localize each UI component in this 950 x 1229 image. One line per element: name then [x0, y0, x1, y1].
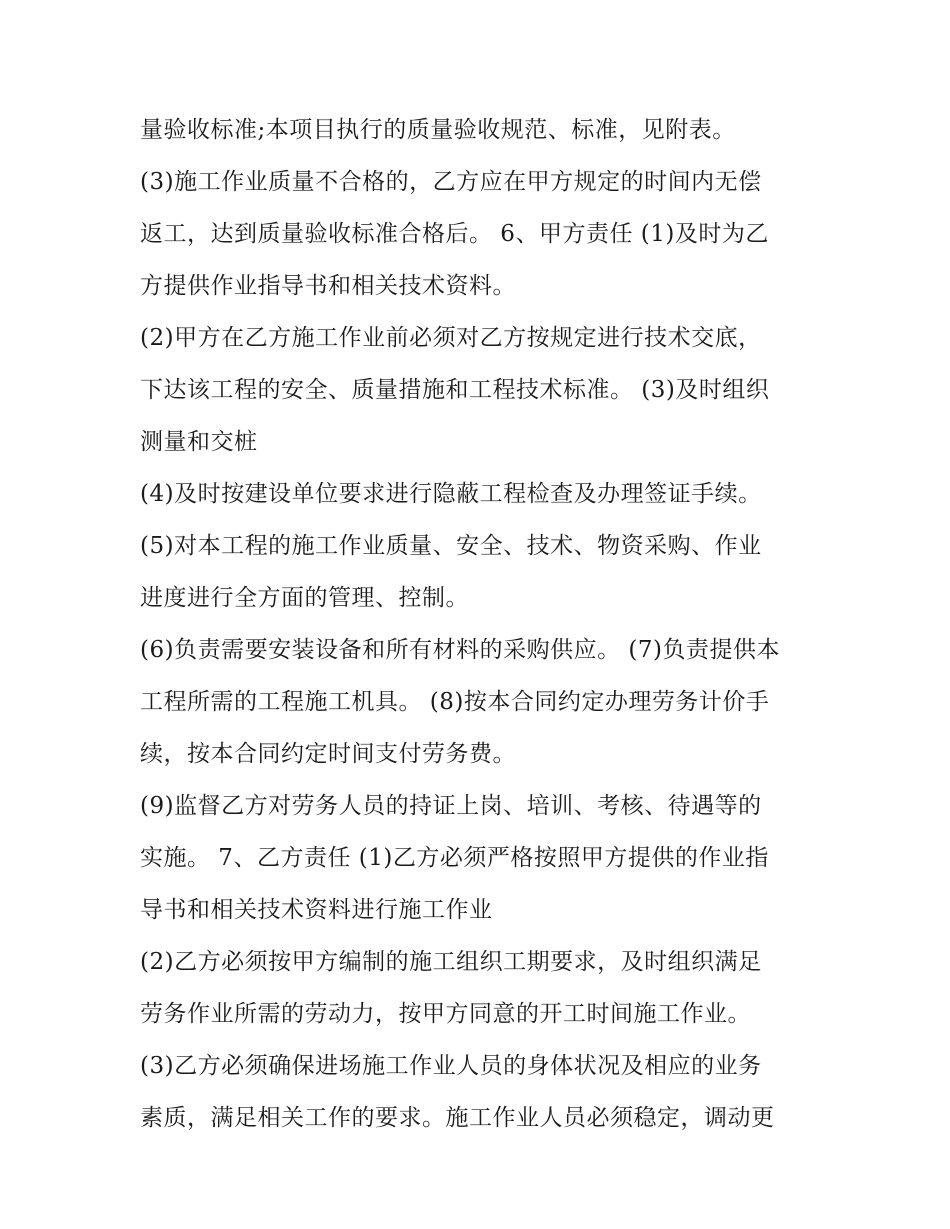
text-line: 进度进行全方面的管理、控制。 [140, 585, 469, 611]
text-line: (9)监督乙方对劳务人员的持证上岗、培训、考核、待遇等的 [140, 793, 762, 819]
text-line: (4)及时按建设单位要求进行隐蔽工程检查及办理签证手续。 [140, 481, 762, 507]
contract-text-body [140, 104, 820, 1144]
text-line: 测量和交桩 [140, 429, 258, 455]
text-line: (2)甲方在乙方施工作业前必须对乙方按规定进行技术交底， [140, 325, 762, 351]
text-line: (3)乙方必须确保进场施工作业人员的身体状况及相应的业务 [140, 1053, 762, 1079]
text-line: 劳务作业所需的劳动力，按甲方同意的开工时间施工作业。 [140, 1001, 751, 1027]
text-line: (5)对本工程的施工作业质量、安全、技术、物资采购、作业 [140, 533, 762, 559]
text-line: 工程所需的工程施工机具。 (8)按本合同约定办理劳务计价手 [140, 689, 770, 715]
text-line: 返工，达到质量验收标准合格后。 6、甲方责任 (1)及时为乙 [140, 221, 769, 247]
text-line: (2)乙方必须按甲方编制的施工组织工期要求，及时组织满足 [140, 949, 762, 975]
text-line: 导书和相关技术资料进行施工作业 [140, 897, 493, 923]
text-line: 实施。 7、乙方责任 (1)乙方必须严格按照甲方提供的作业指 [140, 845, 769, 871]
text-line: 续，按本合同约定时间支付劳务费。 [140, 741, 516, 767]
text-line: 方提供作业指导书和相关技术资料。 [140, 273, 516, 299]
text-line: (3)施工作业质量不合格的，乙方应在甲方规定的时间内无偿 [140, 169, 762, 195]
text-line: 下达该工程的安全、质量措施和工程技术标准。 (3)及时组织 [140, 377, 770, 403]
text-line: (6)负责需要安装设备和所有材料的采购供应。 (7)负责提供本 [140, 637, 780, 663]
text-line: 量验收标准;本项目执行的质量验收规范、标准，见附表。 [140, 117, 736, 143]
text-line: 素质，满足相关工作的要求。施工作业人员必须稳定，调动更 [140, 1105, 775, 1131]
